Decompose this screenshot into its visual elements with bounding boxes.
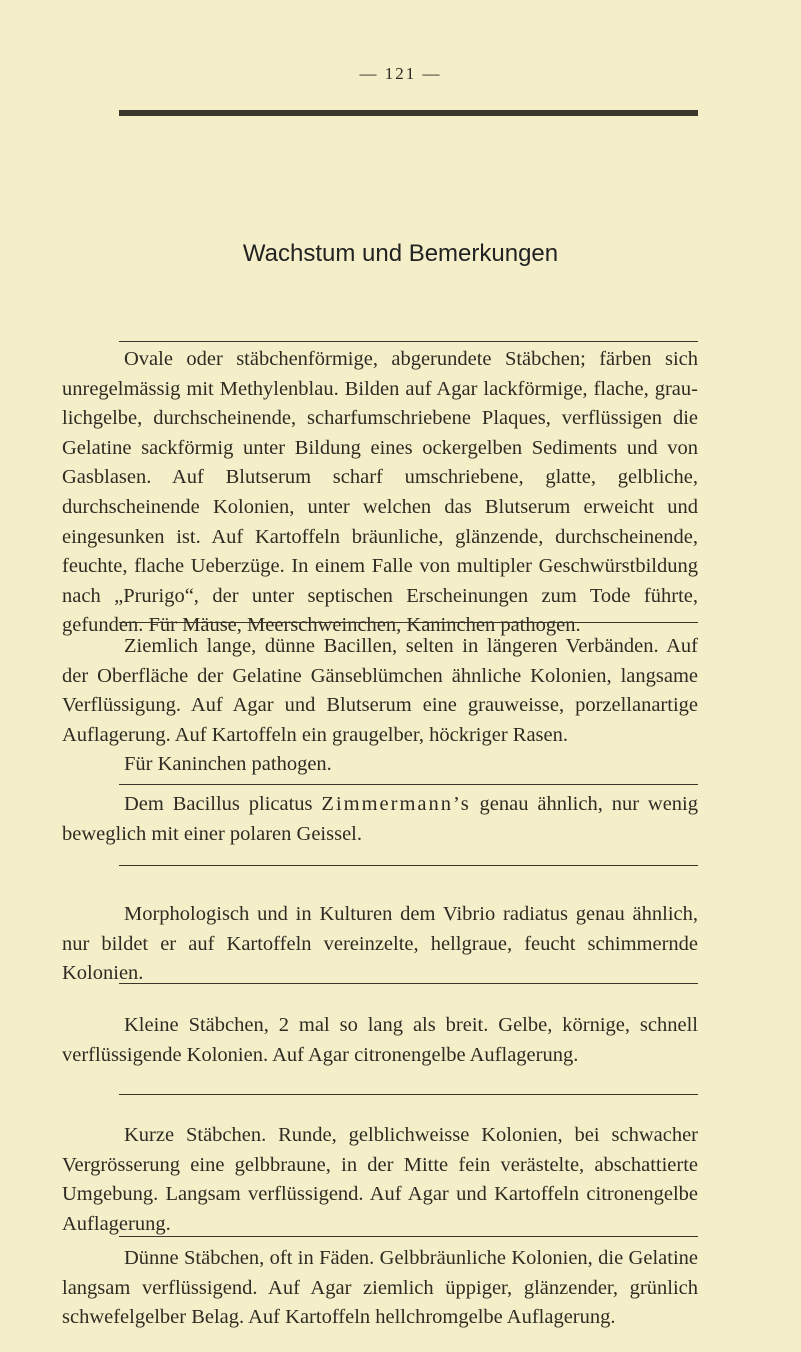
- header-rule: [119, 110, 698, 116]
- entry-2-text: Ziemlich lange, dünne Bacillen, selten in längeren Verbänden. Auf der Oberfläche der Gelatine Gänseblümchen ähnliche Kolonien, langsame Verflüssigung. Auf Agar und Blutserum eine grauweisse, porzellanartige Auflagerung. Auf Kartoffeln ein graugelber, höckriger Rasen.: [62, 635, 698, 746]
- entry-5: Kleine Stäbchen, 2 mal so lang als breit. Gelbe, körnige, schnell verflüssigende Kolonien. Auf Agar citronengelbe Auflagerung.: [62, 1014, 698, 1066]
- section-heading: Wachstum und Bemerkungen: [242, 240, 559, 267]
- divider-rule: [119, 1094, 698, 1095]
- entry-7: Dünne Stäbchen, oft in Fäden. Gelbbräunliche Kolonien, die Gelatine langsam verflüssigend. Auf Agar ziemlich üppiger, glänzender, grünlich schwefelgelber Belag. Auf Kartoffeln hellchromgelbe Auflagerung.: [62, 1247, 698, 1329]
- divider-rule: [119, 983, 698, 984]
- divider-rule: [119, 341, 698, 342]
- entry-3-name: Zimmermann’s: [321, 793, 471, 815]
- entry-1: Ovale oder stäbchenförmige, abgerundete Stäbchen; färben sich unregelmässig mit Methylenblau. Bilden auf Agar lackförmige, flache, grau-lichgelbe, durchscheinende, scharfumschriebene Plaques, verflüssigen die Gelatine sackförmig unter Bildung eines ockergelben Sediments und von Gasblasen. Auf Blutserum scharf umschriebene, glatte, gelbliche, durchscheinende Kolonien, unter welchen das Blutserum erweicht und eingesunken ist. Auf Kartoffeln bräunliche, glänzende, durchscheinende, feuchte, flache Ueberzüge. In einem Falle von multipler Geschwürstbildung nach „Prurigo“, der unter septischen Erscheinungen zum Tode führte, gefunden. Für Mäuse, Meerschweinchen, Kaninchen pathogen.: [62, 348, 698, 637]
- entry-3-text-b: genau ähnlich, nur wenig beweglich mit einer polaren Geissel.: [62, 793, 699, 845]
- divider-rule: [119, 784, 698, 785]
- entry-6: Kurze Stäbchen. Runde, gelblichweisse Kolonien, bei schwacher Vergrösserung eine gelbbraune, in der Mitte fein verästelte, abschattierte Umgebung. Langsam verflüssigend. Auf Agar und Kartoffeln citronengelbe Auflagerung.: [62, 1124, 698, 1235]
- entry-2: [62, 632, 698, 780]
- entry-2-text-2: Für Kaninchen pathogen.: [124, 753, 332, 776]
- page-number: — 121 —: [359, 64, 442, 83]
- entry-3-text-a: Dem Bacillus plicatus: [124, 793, 322, 815]
- entry-4: Morphologisch und in Kulturen dem Vibrio radiatus genau ähnlich, nur bildet er auf Kartoffeln vereinzelte, hellgraue, feucht schimmernde Kolonien.: [62, 903, 698, 985]
- divider-rule: [119, 1236, 698, 1237]
- divider-rule: [119, 865, 698, 866]
- divider-rule: [119, 622, 698, 623]
- entry-3: [62, 790, 698, 849]
